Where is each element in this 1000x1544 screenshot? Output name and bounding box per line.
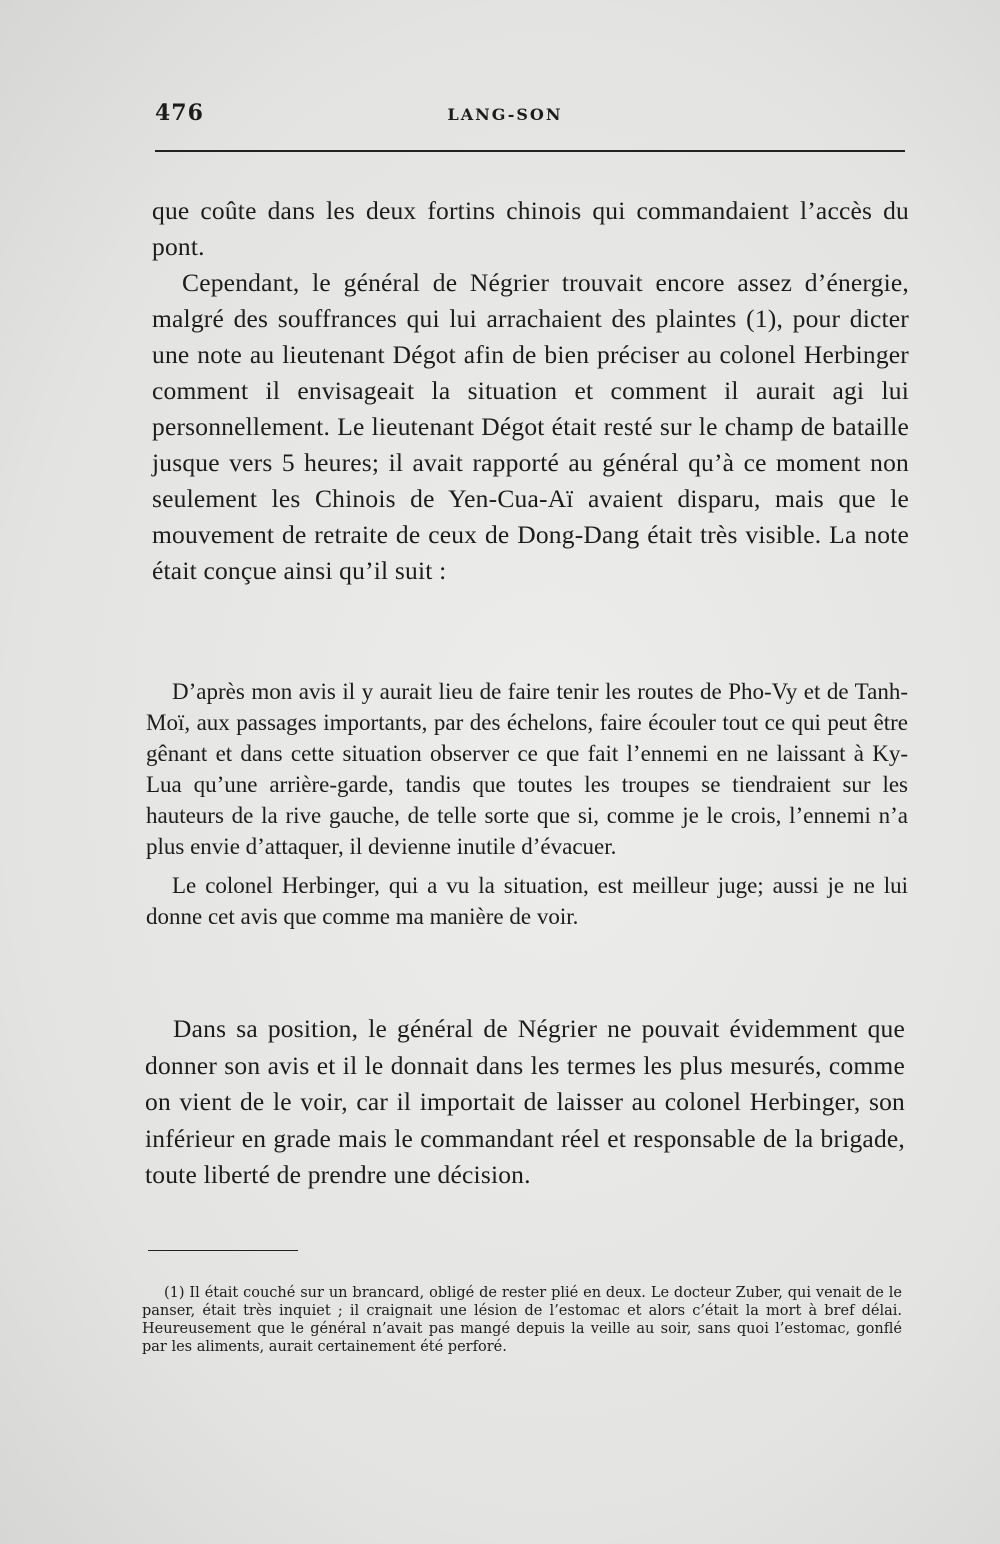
body-paragraph: Dans sa position, le général de Négrier ne pouvait évidemment que donner son avis et il le donnait dans les termes les plus mesurés, comme on vient de le voir, car il importait de laisser au colonel Herbinger, son inférieur en grade mais le commandant réel et responsable de la brigade, toute liberté de prendre une décision. bbox=[145, 1014, 905, 1189]
quoted-note bbox=[146, 676, 908, 940]
quote-paragraph: D’après mon avis il y aurait lieu de faire tenir les routes de Pho-Vy et de Tanh-Moï, aux passages importants, par des échelons, faire écouler tout ce qui peut être gênant et dans cette situation observer ce que fait l’ennemi en ne laissant à Ky-Lua qu’une arrière-garde, tandis que toutes les troupes se tiendraient sur les hauteurs de la rive gauche, de telle sorte que si, comme je le crois, l’ennemi n’a plus envie d’attaquer, il devienne inutile d’évacuer. bbox=[146, 679, 908, 859]
footnote bbox=[142, 1284, 902, 1356]
header-rule bbox=[155, 150, 905, 152]
body-paragraph: que coûte dans les deux fortins chinois qui commandaient l’accès du pont. bbox=[152, 196, 909, 261]
page-header bbox=[155, 100, 905, 130]
page-number: 476 bbox=[155, 100, 204, 126]
quote-paragraph: Le colonel Herbinger, qui a vu la situation, est meilleur juge; aussi je ne lui donne cet avis que comme ma manière de voir. bbox=[146, 873, 908, 929]
body-paragraph: Cependant, le général de Négrier trouvait encore assez d’énergie, malgré des souffrances qui lui arrachaient des plaintes (1), pour dicter une note au lieutenant Dégot afin de bien préciser au colonel Herbinger comment il envisageait la situation et comment il aurait agi lui personnellement. Le lieutenant Dégot était resté sur le champ de bataille jusque vers 5 heures; il avait rapporté au général qu’à ce moment non seulement les Chinois de Yen-Cua-Aï avaient disparu, mais que le mouvement de retraite de ceux de Dong-Dang était très visible. La note était conçue ainsi qu’il suit : bbox=[152, 268, 909, 585]
running-title: LANG-SON bbox=[447, 105, 563, 124]
main-text bbox=[152, 193, 909, 589]
footnote-rule bbox=[148, 1250, 298, 1251]
footnote-text: (1) Il était couché sur un brancard, obligé de rester plié en deux. Le docteur Zuber, qui venait de le panser, était très inquiet ; il craignait une lésion de l’estomac et alors c’était la mort à bref délai. Heureusement que le général n’avait pas mangé depuis la veille au soir, sans quoi l’estomac, gonflé par les aliments, aurait certainement été perforé. bbox=[142, 1285, 902, 1355]
